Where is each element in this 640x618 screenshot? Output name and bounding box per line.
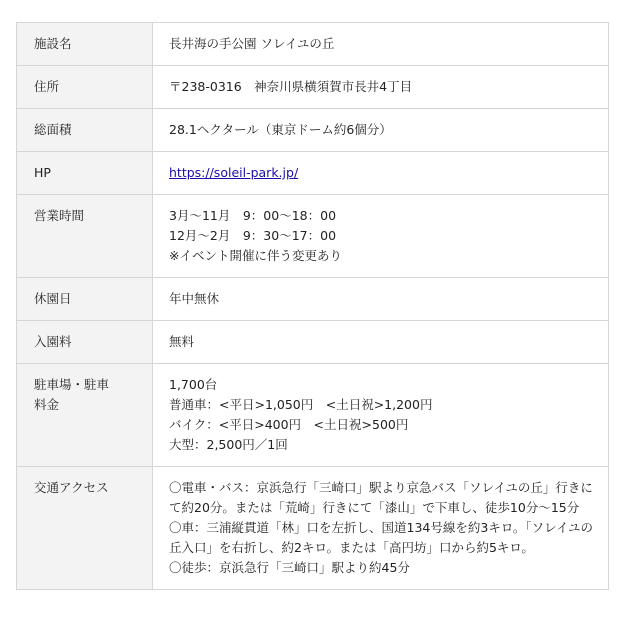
row-value-access [153,467,609,590]
row-value-parking [153,364,609,467]
table-row [17,66,609,109]
access-walk: 〇徒歩：京浜急行「三崎口」駅より約45分 [169,560,410,575]
row-label-closed-days: 休園日 [17,278,153,321]
parking-fee-line: バイク：<平日>400円 <土日祝>500円 [169,417,409,432]
row-value-opening-hours [153,195,609,278]
parking-label-line: 駐車場・駐車 [34,377,110,392]
closed-days-text: 年中無休 [169,291,220,306]
parking-label-line: 料金 [34,397,60,412]
table-row [17,364,609,467]
row-value-closed-days [153,278,609,321]
parking-fee-line: 普通車：<平日>1,050円 <土日祝>1,200円 [169,397,433,412]
homepage-link[interactable]: https://soleil-park.jp/ [169,165,299,180]
admission-fee-text: 無料 [169,334,195,349]
row-label-total-area: 総面積 [17,109,153,152]
table-row [17,152,609,195]
row-value-facility-name [153,23,609,66]
hours-line: 12月～2月 9：30～17：00 [169,228,337,243]
table-row [17,467,609,590]
table-row [17,109,609,152]
address-text: 〒238-0316 神奈川県横須賀市長井4丁目 [169,79,413,94]
row-label-admission-fee: 入園料 [17,321,153,364]
row-value-homepage [153,152,609,195]
total-area-text: 28.1ヘクタール（東京ドーム約6個分） [169,122,392,137]
row-label-opening-hours: 営業時間 [17,195,153,278]
hours-line: 3月～11月 9：00～18：00 [169,208,337,223]
table-row [17,278,609,321]
table-row [17,195,609,278]
row-value-total-area [153,109,609,152]
access-car: 〇車：三浦縦貫道「林」口を左折し、国道134号線を約3キロ。「ソレイユの丘入口」を右折し、約2キロ。または「高円坊」口から約5キロ。 [169,520,593,555]
facility-info-table [16,22,609,590]
row-value-address [153,66,609,109]
row-label-address: 住所 [17,66,153,109]
table-row [17,23,609,66]
hours-note: ※イベント開催に伴う変更あり [169,248,342,263]
facility-name-text: 長井海の手公園 ソレイユの丘 [169,36,335,51]
row-label-access: 交通アクセス [17,467,153,590]
table-row [17,321,609,364]
row-label-homepage: HP [17,152,153,195]
parking-capacity: 1,700台 [169,377,218,392]
parking-fee-line: 大型：2,500円／1回 [169,437,288,452]
row-label-facility-name: 施設名 [17,23,153,66]
row-label-parking [17,364,153,467]
row-value-admission-fee [153,321,609,364]
access-train-bus: 〇電車・バス：京浜急行「三崎口」駅より京急バス「ソレイユの丘」行きにて約20分。または「荒崎」行きにて「漆山」で下車し、徒歩10分～15分 [169,480,593,515]
